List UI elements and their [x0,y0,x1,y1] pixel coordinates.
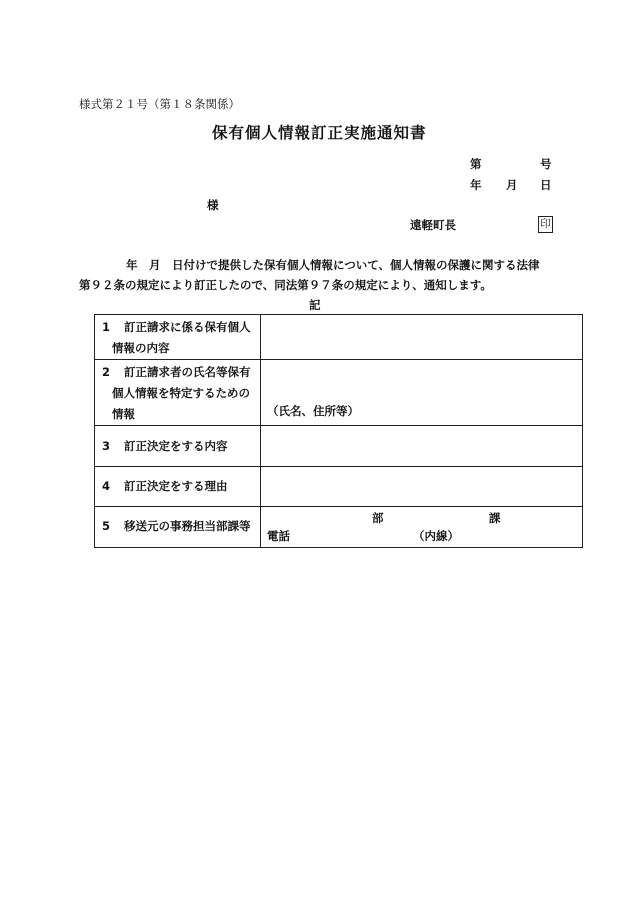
row-5-value-cell [261,507,583,548]
table-row [95,467,583,507]
date-month: 月 [506,178,518,192]
row-3-value-cell [261,426,583,467]
body-line-1: 年 月 日付けで提供した保有個人情報について、個人情報の保護に関する法律 [126,258,540,272]
row-2-number: 2 [102,365,111,379]
table-row [95,507,583,548]
row-4-label-line-1: 訂正決定をする理由 [124,479,228,493]
doc-number-dai: 第 [470,157,482,171]
row-5-label-line-1: 移送元の事務担当部課等 [124,519,251,533]
row-3-number: 3 [102,439,111,453]
table-row [95,360,583,426]
row-4-value-cell [261,467,583,507]
row-2-label-line-3: 情報 [112,407,135,421]
row-1-value-cell [261,315,583,360]
row-4-number: 4 [102,479,111,493]
row-3-label-line-1: 訂正決定をする内容 [124,439,228,453]
table-row [95,315,583,360]
extension-label: （内線） [413,529,459,543]
row-2-value-cell [261,360,583,426]
section-label: 課 [489,511,501,525]
table-row [95,426,583,467]
form-number: 様式第２１号（第１８条関係） [79,97,240,111]
document-title: 保有個人情報訂正実施通知書 [212,124,427,142]
phone-label: 電話 [267,529,290,543]
recipient-suffix: 様 [207,198,219,212]
details-table [94,314,583,548]
row-2-label-line-2: 個人情報を特定するための [112,386,250,400]
row-1-label-line-2: 情報の内容 [112,341,170,355]
row-5-number: 5 [102,519,111,533]
row-1-label-line-1: 訂正請求に係る保有個人 [124,320,251,334]
row-2-label-line-1: 訂正請求者の氏名等保有 [124,365,251,379]
date-year: 年 [470,178,482,192]
date-day: 日 [540,178,552,192]
issuer-name: 遠軽町長 [410,218,456,232]
row-2-label-cell [95,360,261,426]
row-2-value-hint: （氏名、住所等） [267,404,359,418]
row-1-label-cell [95,315,261,360]
row-1-number: 1 [102,320,111,334]
doc-number-go: 号 [540,157,552,171]
ki-heading: 記 [309,298,321,312]
dept-label: 部 [372,511,384,525]
row-5-label-cell [95,507,261,548]
row-4-label-cell [95,467,261,507]
seal-box: 印 [538,216,553,233]
body-line-2: 第９２条の規定により訂正したので、同法第９７条の規定により、通知します。 [79,278,492,292]
row-3-label-cell [95,426,261,467]
